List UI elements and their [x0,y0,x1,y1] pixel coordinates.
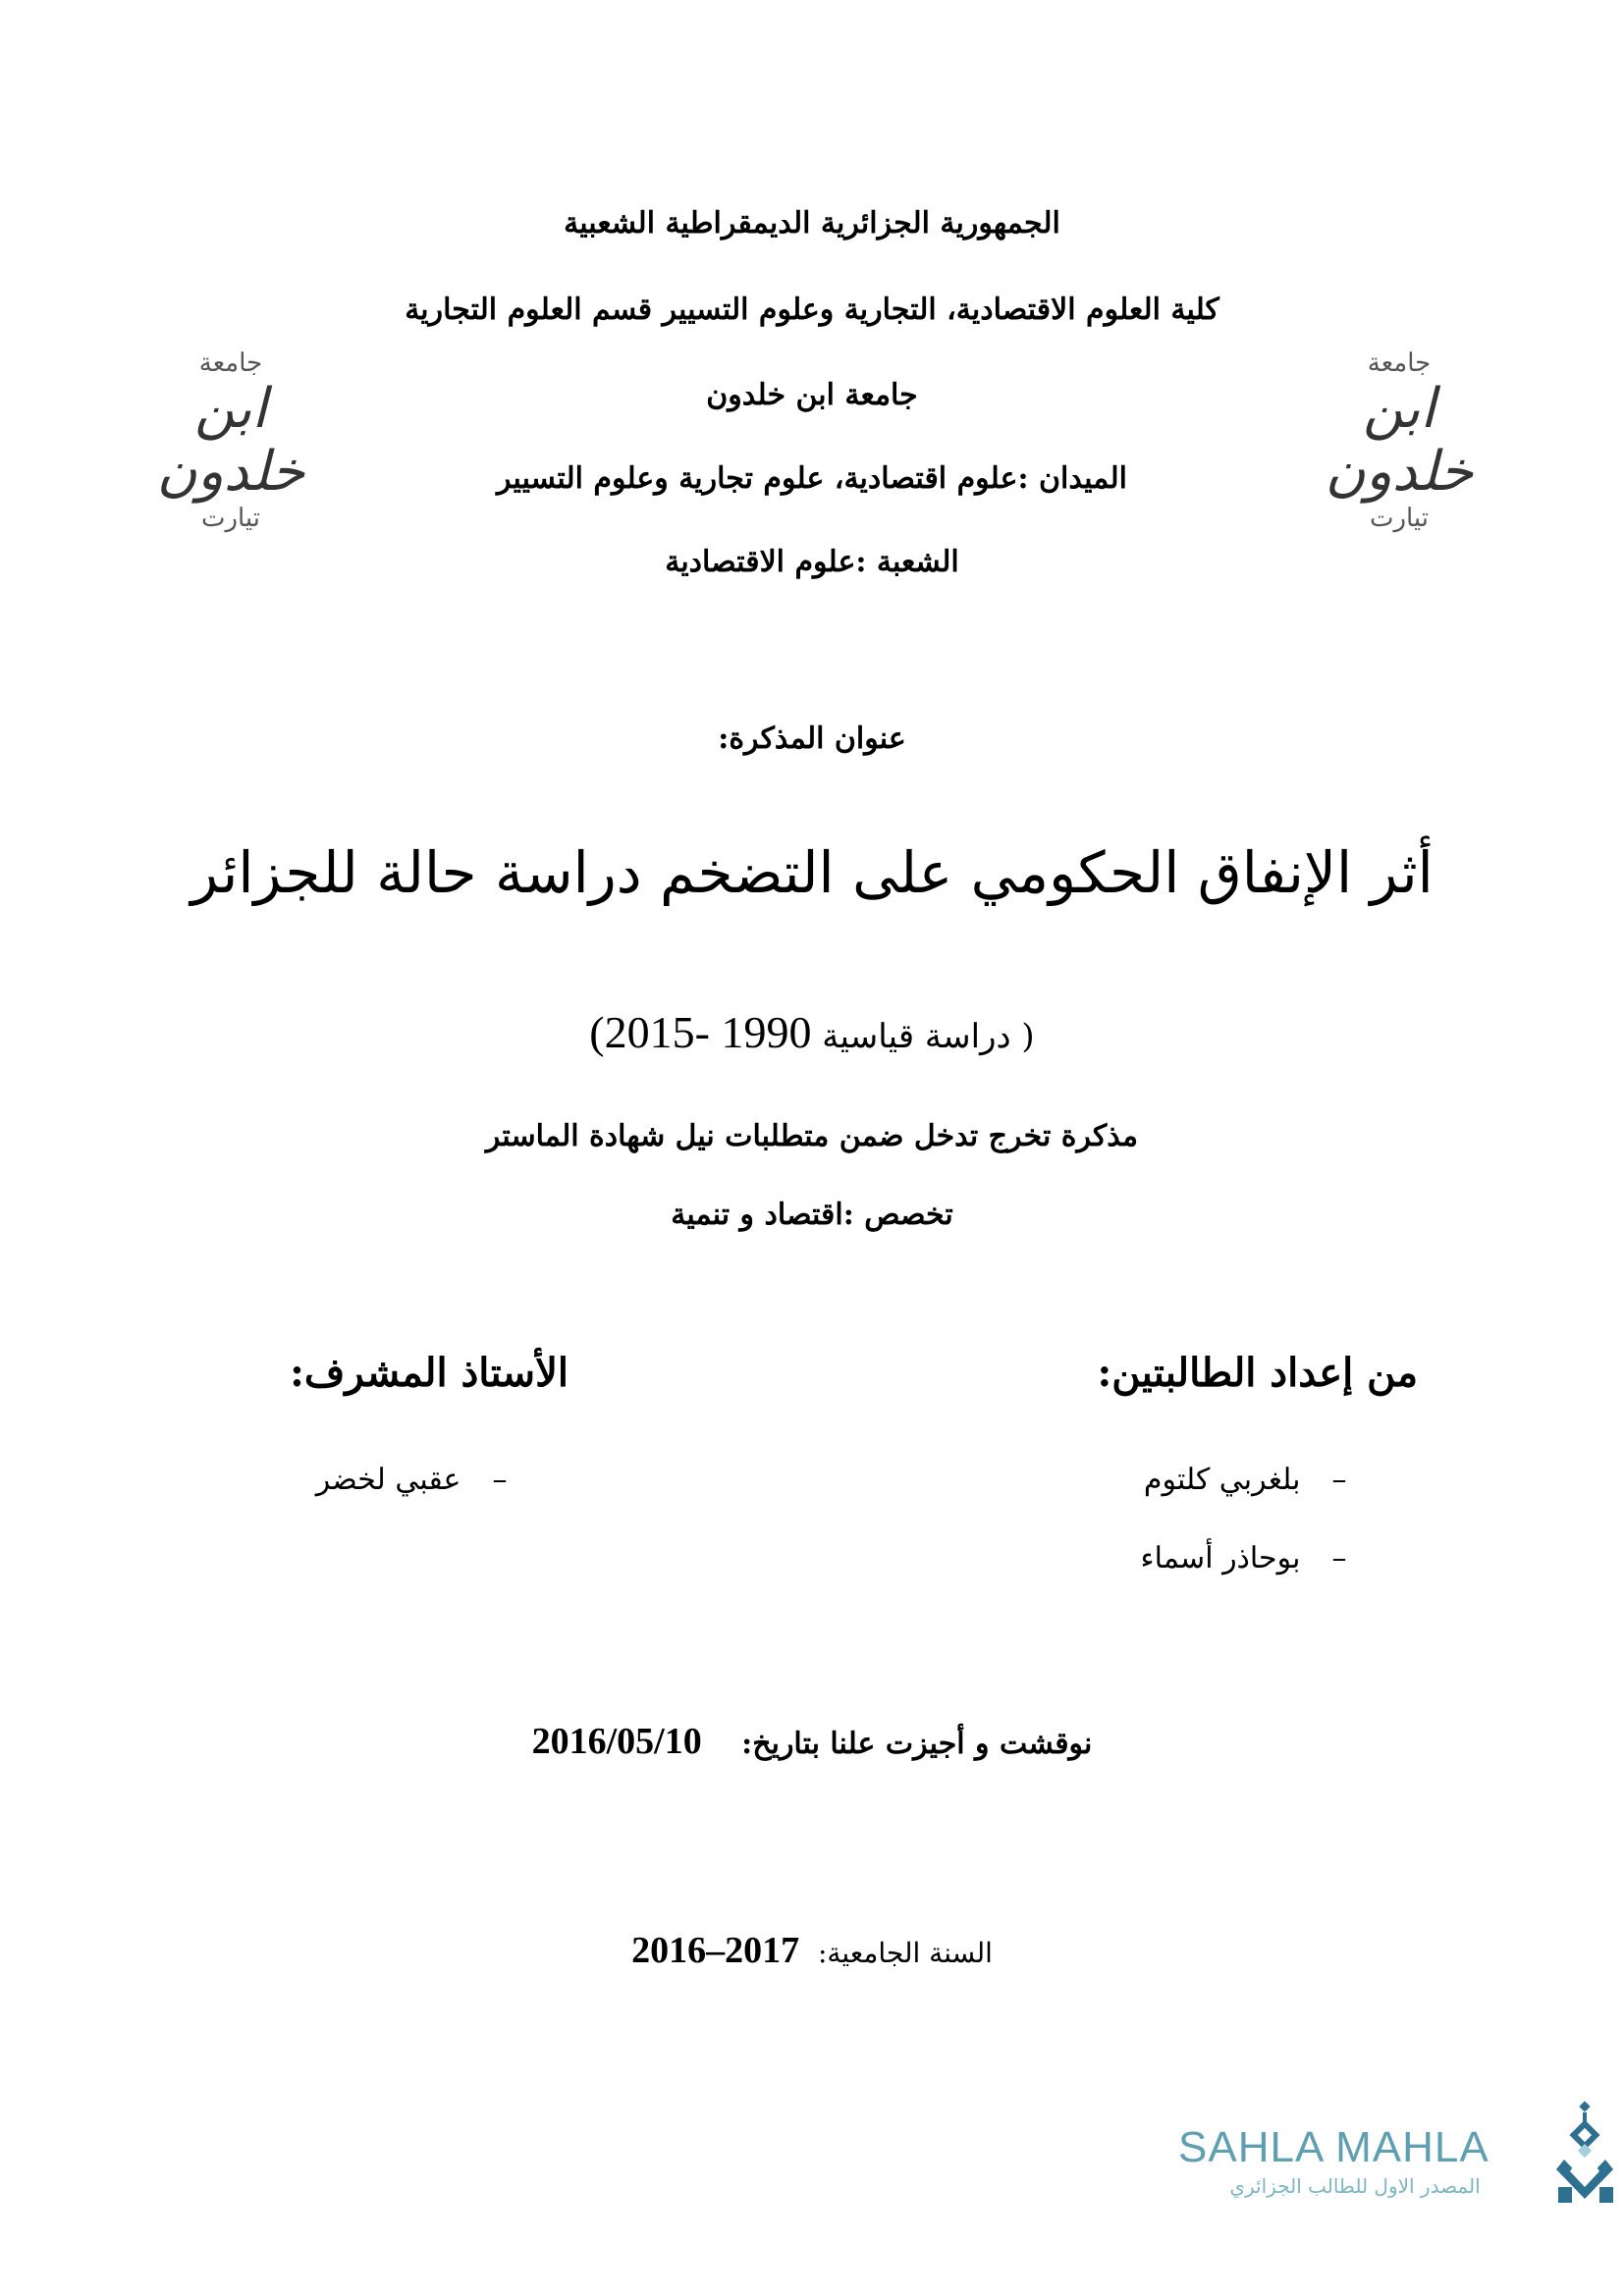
brand-tagline: المصدر الاول للطالب الجزائري [1229,2174,1481,2198]
faculty-name: كلية العلوم الاقتصادية، التجارية وعلوم التسيير قسم العلوم التجارية [405,293,1219,327]
thesis-subtitle [0,1006,1624,1058]
supervisor-name: – عقبي لخضر [316,1463,529,1497]
logo-line-1: جامعة [1367,348,1432,378]
subtitle-years: 1990 -2015) [589,1007,812,1057]
students-heading: من إعداد الطالبتين: [1097,1350,1418,1396]
supervisor-heading: الأستاذ المشرف: [290,1350,568,1396]
thesis-title-label: عنوان المذكرة: [718,721,906,756]
list-dash: – [492,1463,508,1497]
branch-line: الشعبة :علوم الاقتصادية [665,545,959,579]
sahla-mahla-watermark [1173,2096,1615,2214]
academic-year-value: 2017–2016 [631,1930,800,1971]
list-dash: – [1331,1463,1347,1497]
thesis-title: أثر الإنفاق الحكومي على التضخم دراسة حالة للجزائر [190,839,1434,906]
university-logo-right [1306,339,1492,533]
logo-line-3: تيارت [1369,504,1430,533]
logo-line-1: جامعة [198,348,263,378]
sahla-mahla-logo-icon [1556,2101,1615,2209]
thesis-specialty: تخصص :اقتصاد و تنمية [671,1198,953,1232]
brand-name: SAHLA MAHLA [1178,2123,1489,2171]
republic-name: الجمهورية الجزائرية الديمقراطية الشعبية [564,206,1060,240]
university-logo-left [137,339,324,533]
academic-year-line [0,1929,1624,1972]
field-line: الميدان :علوم اقتصادية، علوم تجارية وعلوم التسيير [496,461,1127,496]
student-name: – بلغربي كلتوم [1144,1463,1369,1497]
logo-line-2: ابن خلدون [156,377,305,504]
defense-label: نوقشت و أجيزت علنا بتاريخ: [741,1727,1093,1761]
student-name: – بوحاذر أسماء [1140,1541,1369,1575]
list-dash: – [1331,1541,1347,1575]
university-name: جامعة ابن خلدون [706,378,918,412]
defense-date: 2016/05/10 [531,1721,702,1762]
academic-year-label: السنة الجامعية: [817,1937,993,1969]
thesis-purpose: مذكرة تخرج تدخل ضمن متطلبات نيل شهادة الماستر [485,1119,1139,1153]
logo-line-2: ابن خلدون [1325,377,1474,504]
logo-line-3: تيارت [200,504,261,533]
subtitle-prefix: ( دراسة قياسية [822,1017,1035,1056]
defense-date-line [0,1720,1624,1763]
